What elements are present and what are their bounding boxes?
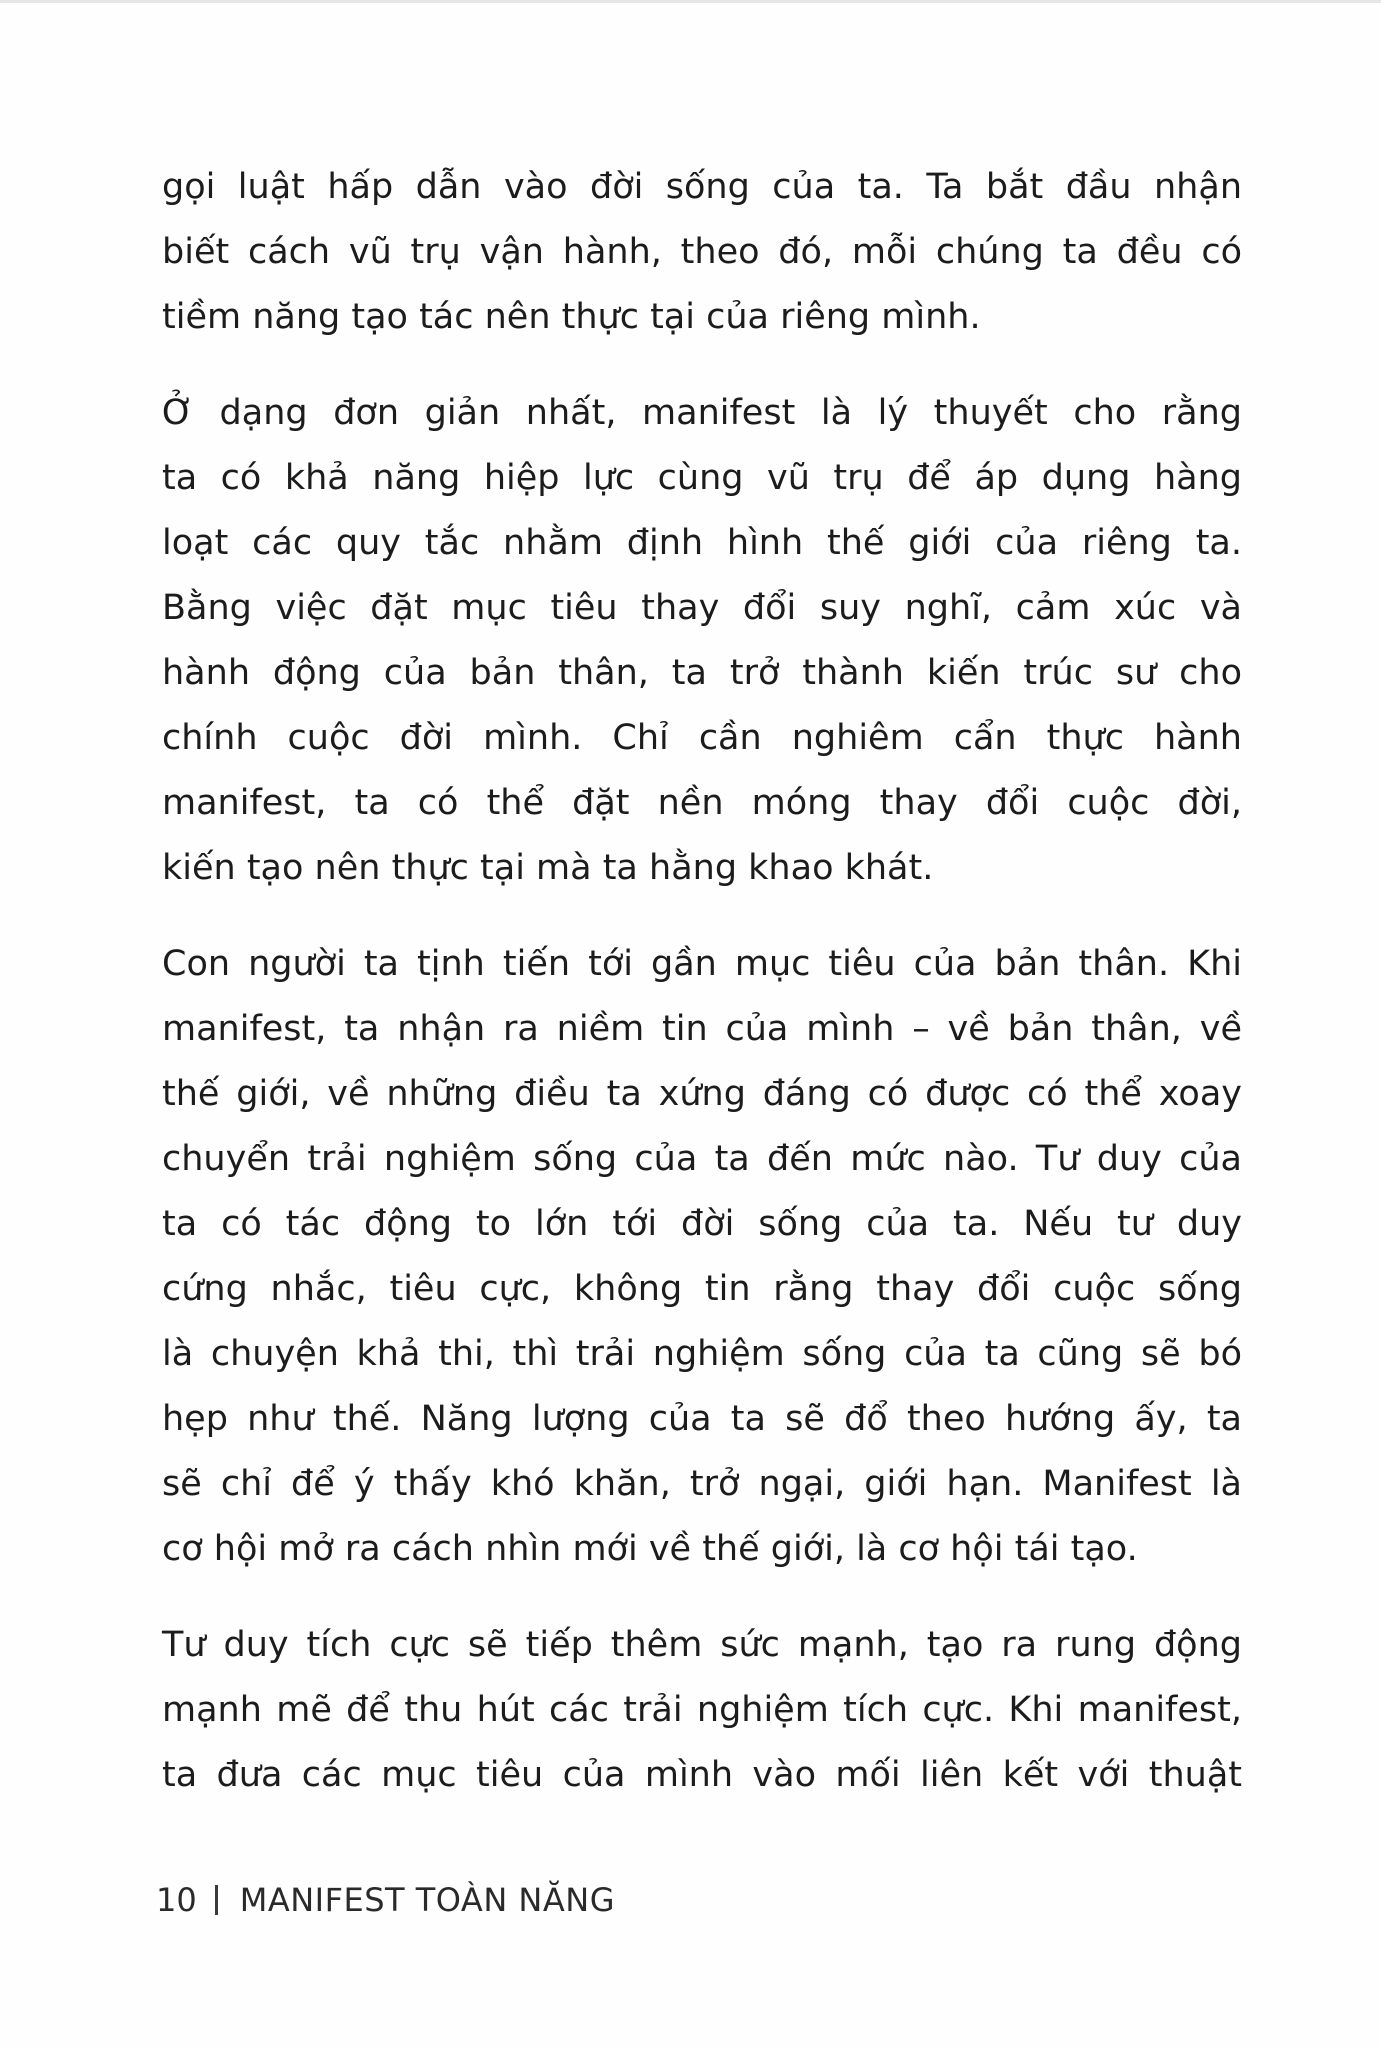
text-line: mạnh mẽ để thu hút các trải nghiệm tích cực. Khi manifest,	[162, 1690, 1242, 1730]
page-number: 10	[156, 1881, 197, 1919]
text-line: thế giới, về những điều ta xứng đáng có được có thể xoay	[162, 1074, 1242, 1114]
text-line: hành động của bản thân, ta trở thành kiến trúc sư cho	[162, 653, 1242, 693]
text-line: ta đưa các mục tiêu của mình vào mối liên kết với thuật	[162, 1755, 1242, 1795]
text-line: manifest, ta nhận ra niềm tin của mình – về bản thân, về	[162, 1009, 1242, 1049]
text-line: biết cách vũ trụ vận hành, theo đó, mỗi chúng ta đều có	[162, 232, 1242, 272]
text-line: loạt các quy tắc nhằm định hình thế giới của riêng ta.	[162, 523, 1242, 563]
text-line: tiềm năng tạo tác nên thực tại của riêng mình.	[162, 297, 981, 337]
text-line: Con người ta tịnh tiến tới gần mục tiêu của bản thân. Khi	[162, 944, 1242, 984]
text-line: Ở dạng đơn giản nhất, manifest là lý thuyết cho rằng	[162, 393, 1242, 433]
paragraph-1	[162, 155, 1242, 350]
text-line: là chuyện khả thi, thì trải nghiệm sống của ta cũng sẽ bó	[162, 1334, 1242, 1374]
text-line: chính cuộc đời mình. Chỉ cần nghiêm cẩn thực hành	[162, 718, 1242, 758]
text-line: ta có khả năng hiệp lực cùng vũ trụ để áp dụng hàng	[162, 458, 1242, 498]
text-line: ta có tác động to lớn tới đời sống của ta. Nếu tư duy	[162, 1204, 1242, 1244]
text-line: manifest, ta có thể đặt nền móng thay đổi cuộc đời,	[162, 783, 1242, 823]
text-line: chuyển trải nghiệm sống của ta đến mức nào. Tư duy của	[162, 1139, 1242, 1179]
paragraph-2	[162, 381, 1242, 901]
page-top-edge	[0, 0, 1381, 3]
text-line: Tư duy tích cực sẽ tiếp thêm sức mạnh, tạo ra rung động	[162, 1625, 1242, 1665]
text-line: Bằng việc đặt mục tiêu thay đổi suy nghĩ, cảm xúc và	[162, 588, 1242, 628]
paragraph-3	[162, 932, 1242, 1582]
text-line: sẽ chỉ để ý thấy khó khăn, trở ngại, giới hạn. Manifest là	[162, 1464, 1242, 1504]
running-title: MANIFEST TOÀN NĂNG	[239, 1881, 615, 1919]
text-line: hẹp như thế. Năng lượng của ta sẽ đổ theo hướng ấy, ta	[162, 1399, 1242, 1439]
text-line: gọi luật hấp dẫn vào đời sống của ta. Ta bắt đầu nhận	[162, 167, 1242, 207]
text-line: cứng nhắc, tiêu cực, không tin rằng thay đổi cuộc sống	[162, 1269, 1242, 1309]
text-line: kiến tạo nên thực tại mà ta hằng khao khát.	[162, 848, 934, 888]
paragraph-4	[162, 1613, 1242, 1808]
footer-divider	[215, 1885, 218, 1915]
text-line: cơ hội mở ra cách nhìn mới về thế giới, là cơ hội tái tạo.	[162, 1529, 1138, 1569]
body-text	[162, 155, 1242, 1839]
page-footer	[156, 1878, 615, 1922]
